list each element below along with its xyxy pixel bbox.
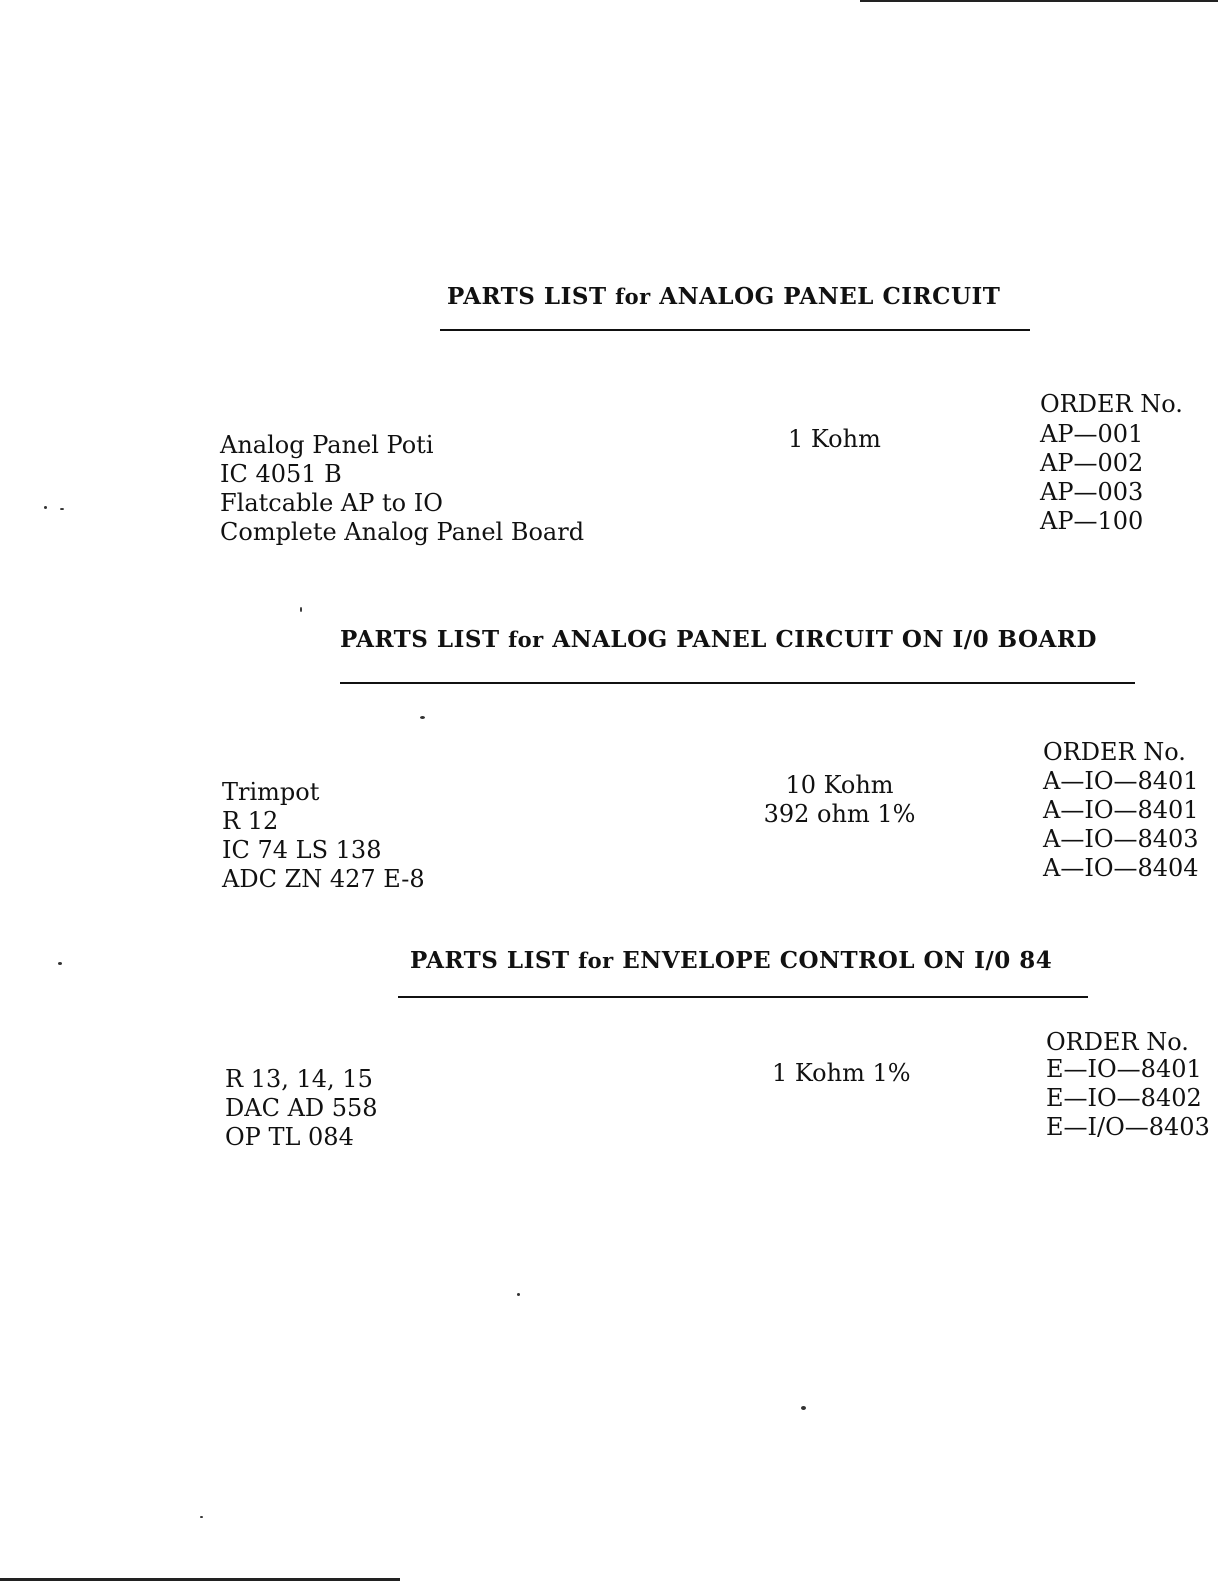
order-number: A—IO—8403 [1043, 825, 1199, 853]
list-item: R 13, 14, 15 [225, 1065, 373, 1093]
order-number-label: ORDER No. [1040, 390, 1183, 418]
section-heading [410, 947, 1052, 974]
value-item: 1 Kohm [788, 425, 881, 453]
scan-speck [517, 1293, 520, 1296]
scan-speck [200, 1516, 203, 1518]
section-heading [447, 283, 1000, 310]
list-item: Analog Panel Poti [220, 431, 434, 459]
scan-edge-line [0, 1578, 400, 1581]
order-number-label: ORDER No. [1043, 738, 1186, 766]
list-item: Flatcable AP to IO [220, 489, 443, 517]
order-number: AP—001 [1040, 420, 1144, 448]
list-item: IC 4051 B [220, 460, 342, 488]
heading-rest-text: ANALOG PANEL CIRCUIT ON I/0 BOARD [552, 626, 1097, 653]
order-number-list [1043, 767, 1199, 883]
order-number: A—IO—8401 [1043, 796, 1199, 824]
heading-for-text: for [508, 627, 544, 652]
heading-bold-text: PARTS LIST [447, 283, 607, 310]
list-item: ADC ZN 427 E-8 [222, 865, 425, 893]
list-item: IC 74 LS 138 [222, 836, 382, 864]
list-item: Complete Analog Panel Board [220, 518, 585, 546]
scan-edge-line [860, 0, 1218, 2]
heading-underline [440, 329, 1030, 331]
value-list [788, 425, 881, 454]
heading-for-text: for [615, 284, 651, 309]
item-list [225, 1065, 378, 1152]
scan-speck [60, 508, 64, 510]
order-number: E—I/O—8403 [1046, 1113, 1210, 1141]
value-list [762, 771, 917, 829]
scan-speck [801, 1406, 806, 1410]
value-item: 392 ohm 1% [763, 800, 916, 828]
heading-underline [340, 682, 1135, 684]
heading-underline [398, 996, 1088, 998]
list-item: DAC AD 558 [225, 1094, 378, 1122]
order-number: A—IO—8404 [1043, 854, 1199, 882]
list-item: OP TL 084 [225, 1123, 354, 1151]
order-number-list [1046, 1055, 1210, 1142]
value-item: 1 Kohm 1% [772, 1059, 911, 1087]
heading-bold-text: PARTS LIST [410, 947, 570, 974]
heading-rest-text: ANALOG PANEL CIRCUIT [659, 283, 1001, 310]
list-item: R 12 [222, 807, 279, 835]
heading-rest-text: ENVELOPE CONTROL ON I/0 84 [622, 947, 1053, 974]
scan-speck [44, 506, 47, 509]
heading-bold-text: PARTS LIST [340, 626, 500, 653]
order-number: E—IO—8402 [1046, 1084, 1202, 1112]
scan-speck [420, 716, 425, 719]
scan-speck [58, 962, 62, 965]
heading-for-text: for [578, 948, 614, 973]
item-list [222, 778, 425, 894]
order-number: AP—100 [1040, 507, 1144, 535]
item-list [220, 431, 584, 547]
value-list [772, 1059, 911, 1088]
order-number: A—IO—8401 [1043, 767, 1199, 795]
order-number-list [1040, 420, 1143, 536]
list-item: Trimpot [222, 778, 320, 806]
order-number: E—IO—8401 [1046, 1055, 1202, 1083]
section-heading [340, 626, 1097, 653]
value-item: 10 Kohm [785, 771, 894, 799]
order-number: AP—002 [1040, 449, 1144, 477]
scan-speck [300, 607, 302, 612]
order-number: AP—003 [1040, 478, 1144, 506]
order-number-label: ORDER No. [1046, 1028, 1189, 1056]
